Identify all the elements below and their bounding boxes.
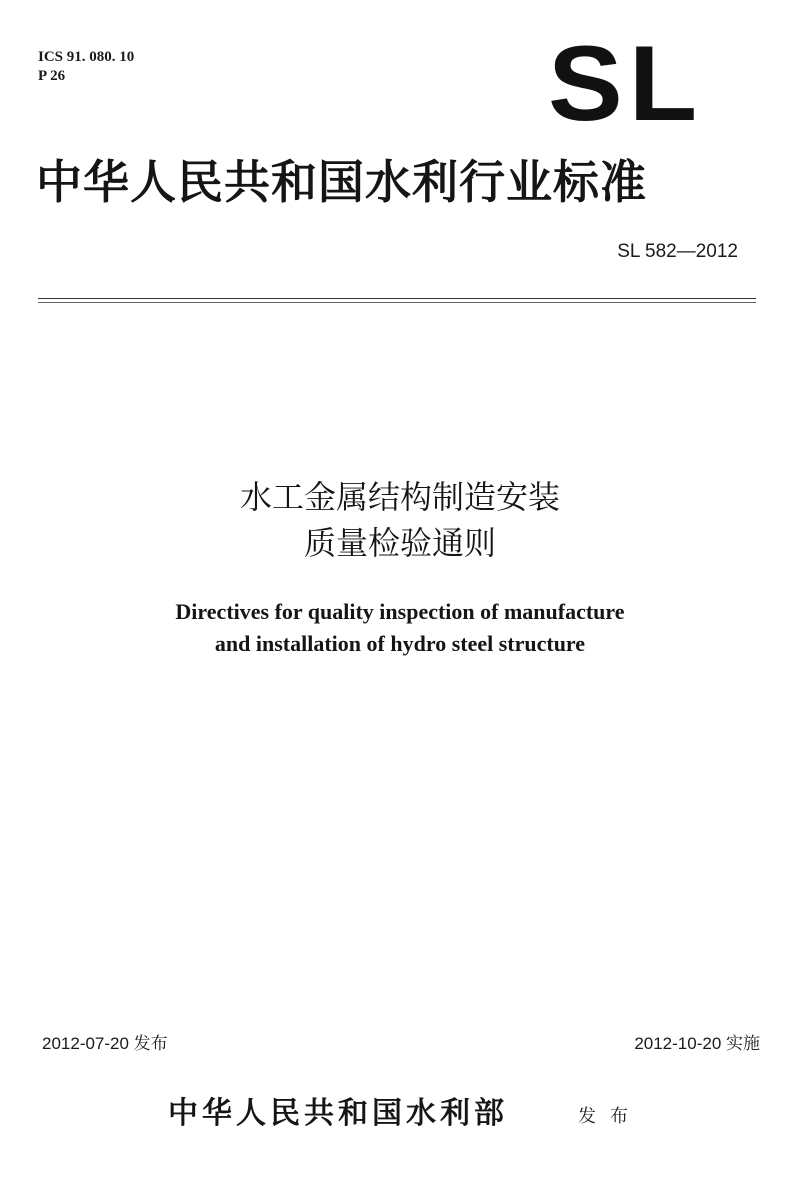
- publish-label: 发布: [578, 1106, 642, 1127]
- chinese-title-line-1: 水工金属结构制造安装: [239, 478, 560, 516]
- chinese-title-line-2: 质量检验通则: [303, 524, 496, 562]
- issue-date: 2012-07-20 发布: [42, 1034, 168, 1053]
- chinese-title: [100, 474, 700, 566]
- p-code: P 26: [38, 68, 66, 84]
- ics-code: ICS 91. 080. 10: [38, 49, 135, 65]
- category-title: 中华人民共和国水利行业标准: [36, 155, 647, 209]
- classification-codes: [38, 48, 134, 86]
- standard-number: SL 582—2012: [617, 241, 738, 262]
- implementation-date: 2012-10-20 实施: [634, 1034, 760, 1053]
- english-title: [60, 596, 740, 660]
- english-title-line-2: and installation of hydro steel structure: [214, 631, 586, 656]
- english-title-line-1: Directives for quality inspection of manufacture: [175, 599, 625, 624]
- divider-line-secondary: [38, 302, 756, 303]
- publisher-name: 中华人民共和国水利部: [168, 1096, 508, 1131]
- divider-line: [38, 298, 756, 299]
- sl-logo: SL: [548, 24, 704, 143]
